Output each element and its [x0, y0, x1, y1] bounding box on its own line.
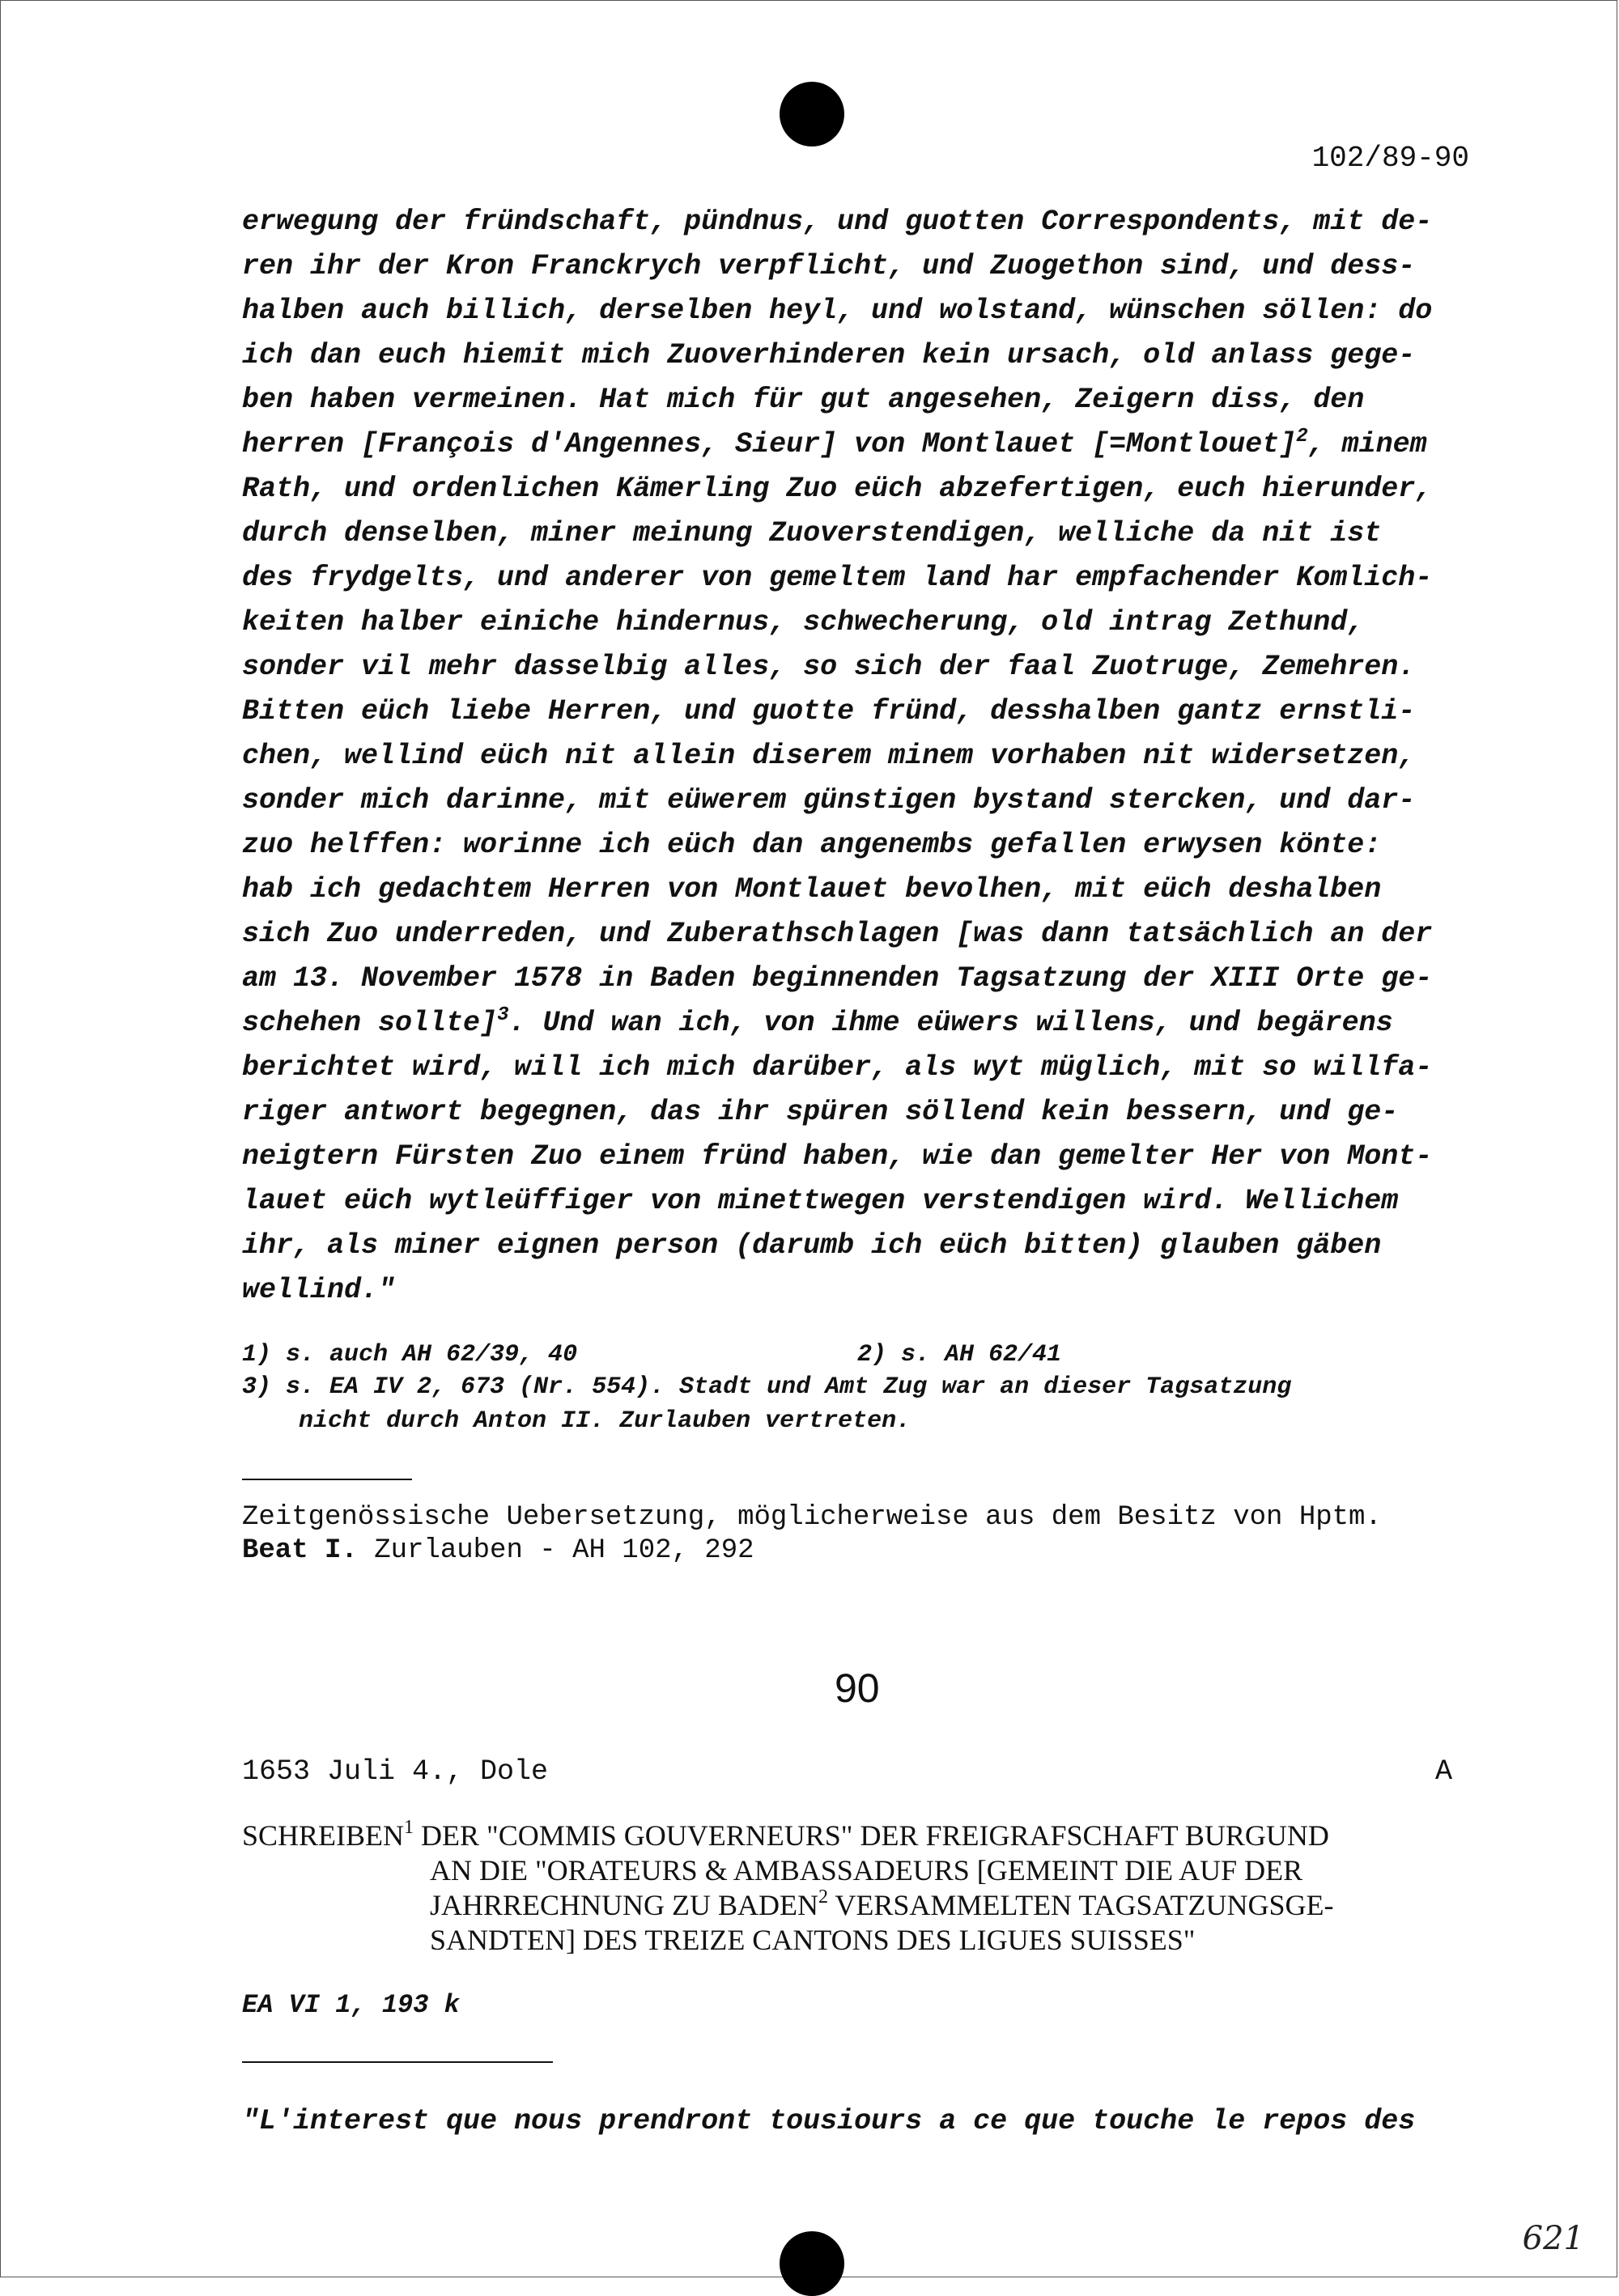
footnote-2: 2) s. AH 62/41 — [857, 1341, 1062, 1369]
body-line: zuo helffen: worinne ich eüch dan angenembs gefallen erwysen könte: — [242, 829, 1382, 861]
separator-rule — [242, 1479, 412, 1480]
separator-rule-2 — [242, 2061, 553, 2063]
body-line: herren [François d'Angennes, Sieur] von Montlauet [=Montlouet]$^2$, minem — [242, 426, 1427, 460]
edition-reference: EA VI 1, 193 k — [242, 1990, 460, 2020]
body-line: ich dan euch hiemit mich Zuoverhinderen kein ursach, old anlass gege- — [242, 339, 1416, 371]
footnote-3: 3) s. EA IV 2, 673 (Nr. 554). Stadt und Amt Zug war an dieser Tagsatzung — [242, 1373, 1292, 1401]
body-line: Bitten eüch liebe Herren, und guotte fründ, desshalben gantz ernstli- — [242, 695, 1416, 728]
page-reference: 102/89-90 — [1311, 142, 1469, 175]
body-line: lauet eüch wytleüffiger von minettwegen verstendigen wird. Wellichem — [242, 1185, 1399, 1217]
body-line: keiten halber einiche hindernus, schwecherung, old intrag Zethund, — [242, 606, 1365, 639]
letter-opening: "L'interest que nous prendront tousiours a ce que touche le repos des — [242, 2105, 1416, 2137]
document-title-line: JAHRRECHNUNG ZU BADEN$^2$ VERSAMMELTEN TAGSATZUNGSGE- — [430, 1886, 1334, 1921]
letter-body — [242, 200, 1472, 1313]
body-line: durch denselben, miner meinung Zuoverstendigen, welliche da nit ist — [242, 517, 1382, 550]
punch-hole-top — [780, 82, 844, 146]
document-title-line: SCHREIBEN$^1$ DER "COMMIS GOUVERNEURS" DER FREIGRAFSCHAFT BURGUND — [242, 1817, 1329, 1852]
document-date-place: 1653 Juli 4., Dole — [242, 1755, 549, 1788]
footnote-3-continuation: nicht durch Anton II. Zurlauben vertreten. — [299, 1407, 911, 1435]
document-title-line: AN DIE "ORATEURS & AMBASSADEURS [GEMEINT DIE AUF DER — [430, 1854, 1303, 1886]
body-line: sich Zuo underreden, und Zuberathschlagen [was dann tatsächlich an der — [242, 918, 1433, 950]
body-line: chen, wellind eüch nit allein diserem minem vorhaben nit widersetzen, — [242, 740, 1416, 772]
handwritten-page-number: 621 — [1522, 2220, 1584, 2257]
body-line: schehen sollte]$^3$. Und wan ich, von ihme eüwers willens, und begärens — [242, 1004, 1393, 1039]
document-number: 90 — [835, 1666, 880, 1711]
body-line: ihr, als miner eignen person (darumb ich eüch bitten) glauben gäben — [242, 1229, 1382, 1262]
source-note-line-2 — [242, 1534, 754, 1568]
body-line: hab ich gedachtem Herren von Montlauet bevolhen, mit eüch deshalben — [242, 873, 1382, 906]
source-note-line-1: Zeitgenössische Uebersetzung, möglicherweise aus dem Besitz von Hptm. — [242, 1502, 1382, 1533]
punch-hole-bottom — [780, 2231, 844, 2296]
footnote-1: 1) s. auch AH 62/39, 40 — [242, 1341, 578, 1369]
source-note-name: Beat I. — [242, 1535, 358, 1566]
body-line: sonder vil mehr dasselbig alles, so sich der faal Zuotruge, Zemehren. — [242, 651, 1416, 683]
body-line: riger antwort begegnen, das ihr spüren söllend kein bessern, und ge- — [242, 1096, 1399, 1128]
body-line: wellind." — [242, 1274, 396, 1306]
body-line: sonder mich darinne, mit eüwerem günstigen bystand stercken, und dar- — [242, 784, 1416, 817]
source-note-reference: Zurlauben - AH 102, 292 — [374, 1535, 754, 1566]
document-title-line: SANDTEN] DES TREIZE CANTONS DES LIGUES SUISSES" — [430, 1924, 1196, 1956]
body-line: Rath, und ordenlichen Kämerling Zuo eüch abzefertigen, euch hierunder, — [242, 473, 1433, 505]
body-line: am 13. November 1578 in Baden beginnenden Tagsatzung der XIII Orte ge- — [242, 962, 1433, 995]
body-line: ren ihr der Kron Franckrych verpflicht, und Zuogethon sind, und dess- — [242, 250, 1416, 282]
body-line: ben haben vermeinen. Hat mich für gut angesehen, Zeigern diss, den — [242, 384, 1365, 416]
body-line: erwegung der fründschaft, pündnus, und guotten Correspondents, mit de- — [242, 206, 1433, 238]
body-line: halben auch billich, derselben heyl, und wolstand, wünschen söllen: do — [242, 295, 1433, 327]
document-marker: A — [1435, 1755, 1453, 1788]
body-line: berichtet wird, will ich mich darüber, als wyt müglich, mit so willfa- — [242, 1051, 1433, 1084]
body-line: des frydgelts, und anderer von gemeltem land har empfachender Komlich- — [242, 562, 1433, 594]
body-line: neigtern Fürsten Zuo einem fründ haben, wie dan gemelter Her von Mont- — [242, 1140, 1433, 1173]
